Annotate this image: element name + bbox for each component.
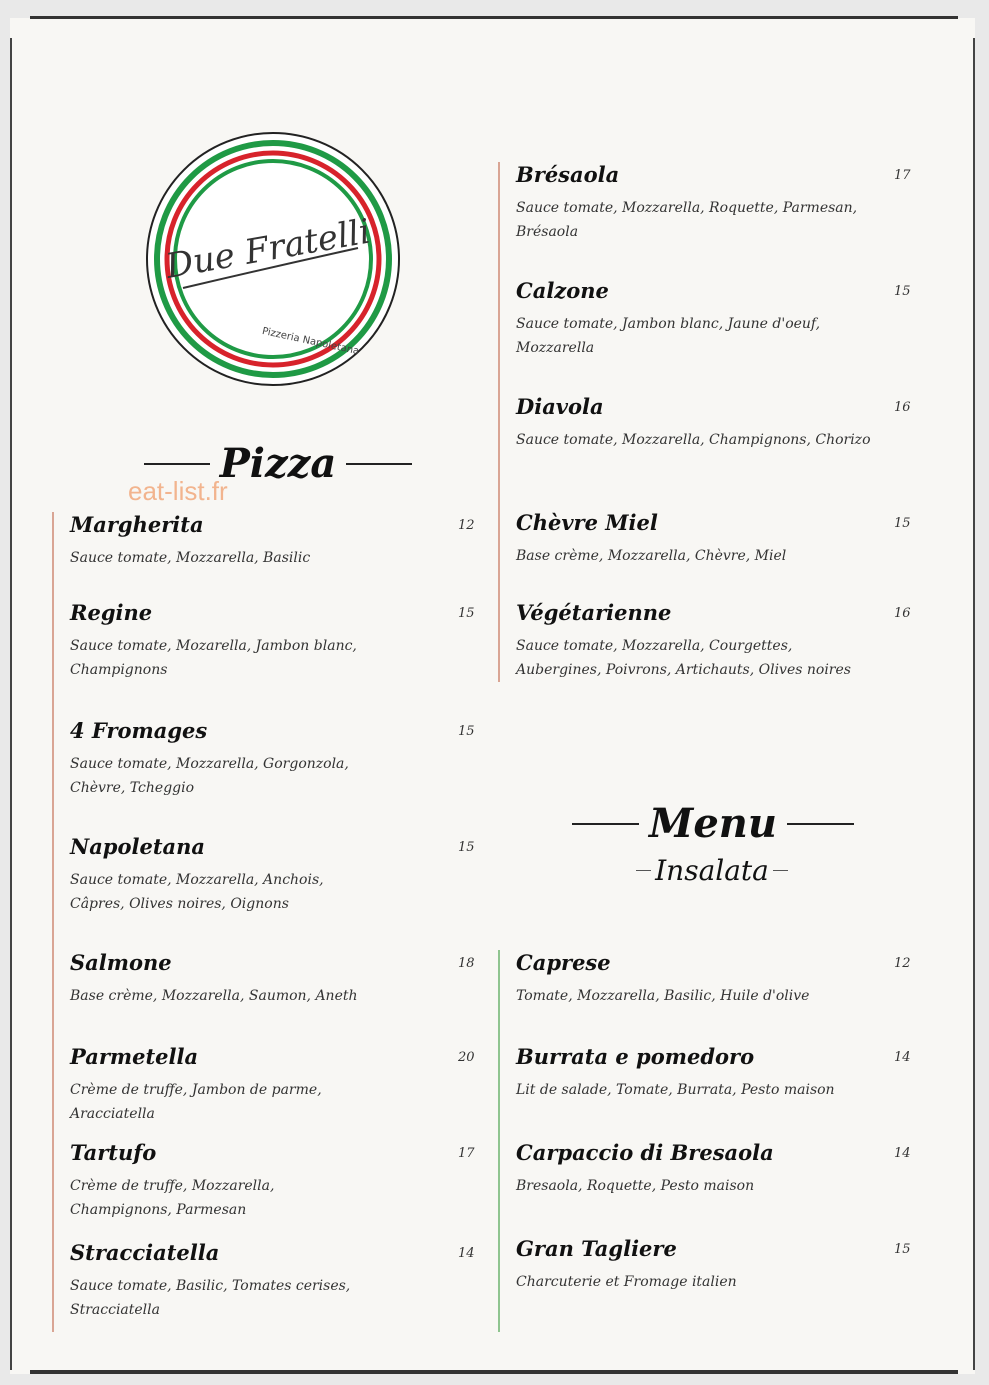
menu-item [516, 950, 911, 1008]
pizza-title: Pizza [219, 440, 337, 487]
item-name: Gran Tagliere [516, 1236, 677, 1261]
menu-item [70, 718, 475, 800]
item-price: 18 [458, 956, 475, 971]
restaurant-logo [138, 128, 408, 390]
item-name: Napoletana [70, 834, 206, 859]
item-name: Diavola [516, 394, 604, 419]
item-price: 15 [458, 606, 475, 621]
item-price: 16 [894, 400, 911, 415]
item-name: Tartufo [70, 1140, 157, 1165]
menu-item [516, 394, 911, 452]
item-name: Carpaccio di Bresaola [516, 1140, 774, 1165]
item-name: Brésaola [516, 162, 620, 187]
item-price: 20 [458, 1050, 475, 1065]
item-description: Sauce tomate, Mozzarella, Courgettes, Aubergines, Poivrons, Artichauts, Olives noires [516, 638, 851, 678]
menu-item [70, 834, 475, 916]
item-name: Burrata e pomedoro [516, 1044, 755, 1069]
item-description: Sauce tomate, Mozzarella, Basilic [70, 550, 311, 566]
item-description: Crème de truffe, Jambon de parme, Aracciatella [70, 1082, 322, 1122]
menu-title: Menu [649, 800, 777, 847]
item-price: 15 [458, 840, 475, 855]
logo-name: Due Fratelli [162, 211, 374, 287]
insalata-bar [498, 950, 500, 1332]
watermark: eat-list.fr [128, 476, 228, 506]
item-description: Base crème, Mozzarella, Chèvre, Miel [516, 548, 787, 564]
item-description: Sauce tomate, Mozarella, Jambon blanc, Champignons [70, 638, 357, 678]
right-border [973, 38, 975, 1370]
item-description: Sauce tomate, Mozzarella, Champignons, Chorizo [516, 432, 871, 448]
item-description: Sauce tomate, Mozzarella, Roquette, Parmesan, Brésaola [516, 200, 858, 240]
item-price: 16 [894, 606, 911, 621]
menu-item [516, 600, 911, 682]
item-name: Salmone [70, 950, 172, 975]
item-price: 14 [894, 1050, 911, 1065]
item-name: Végétarienne [516, 600, 672, 625]
item-description: Lit de salade, Tomate, Burrata, Pesto maison [516, 1082, 835, 1098]
item-description: Sauce tomate, Jambon blanc, Jaune d'oeuf, Mozzarella [516, 316, 821, 356]
item-description: Sauce tomate, Mozzarella, Gorgonzola, Chèvre, Tcheggio [70, 756, 349, 796]
item-name: Regine [70, 600, 153, 625]
item-description: Crème de truffe, Mozzarella, Champignons, Parmesan [70, 1178, 275, 1218]
pizza-left-bar [52, 512, 54, 1332]
menu-item [516, 278, 911, 360]
menu-item [516, 162, 911, 244]
item-price: 14 [894, 1146, 911, 1161]
item-name: Calzone [516, 278, 609, 303]
menu-item [516, 510, 911, 568]
item-name: Stracciatella [70, 1240, 220, 1265]
item-price: 14 [458, 1246, 475, 1261]
menu-item [70, 1044, 475, 1126]
menu-item [70, 950, 475, 1008]
item-price: 15 [894, 516, 911, 531]
item-price: 15 [458, 724, 475, 739]
menu-item [516, 1044, 911, 1102]
item-description: Bresaola, Roquette, Pesto maison [516, 1178, 755, 1194]
item-name: Margherita [70, 512, 204, 537]
item-price: 15 [894, 284, 911, 299]
item-price: 12 [894, 956, 911, 971]
item-price: 12 [458, 518, 475, 533]
menu-item [70, 512, 475, 570]
item-name: Caprese [516, 950, 611, 975]
item-name: 4 Fromages [70, 718, 208, 743]
item-description: Sauce tomate, Mozzarella, Anchois, Câpres, Olives noires, Oignons [70, 872, 324, 912]
logo-tagline: Pizzeria Napoletana [260, 325, 361, 358]
item-description: Charcuterie et Fromage italien [516, 1274, 737, 1290]
menu-item [70, 1140, 475, 1222]
item-price: 17 [894, 168, 911, 183]
insalata-title: Insalata [655, 854, 769, 887]
left-border [10, 38, 12, 1370]
item-description: Sauce tomate, Basilic, Tomates cerises, Stracciatella [70, 1278, 351, 1318]
item-price: 15 [894, 1242, 911, 1257]
item-name: Parmetella [70, 1044, 199, 1069]
menu-item [70, 600, 475, 682]
item-description: Base crème, Mozzarella, Saumon, Aneth [70, 988, 358, 1004]
menu-item [516, 1140, 911, 1198]
item-name: Chèvre Miel [516, 510, 658, 535]
item-price: 17 [458, 1146, 475, 1161]
insalata-heading [636, 854, 788, 887]
menu-item [70, 1240, 475, 1322]
bottom-border [30, 1370, 958, 1374]
pizza-right-bar [498, 162, 500, 682]
item-description: Tomate, Mozzarella, Basilic, Huile d'olive [516, 988, 810, 1004]
top-border [30, 16, 958, 19]
menu-item [516, 1236, 911, 1294]
menu-heading [572, 800, 854, 847]
